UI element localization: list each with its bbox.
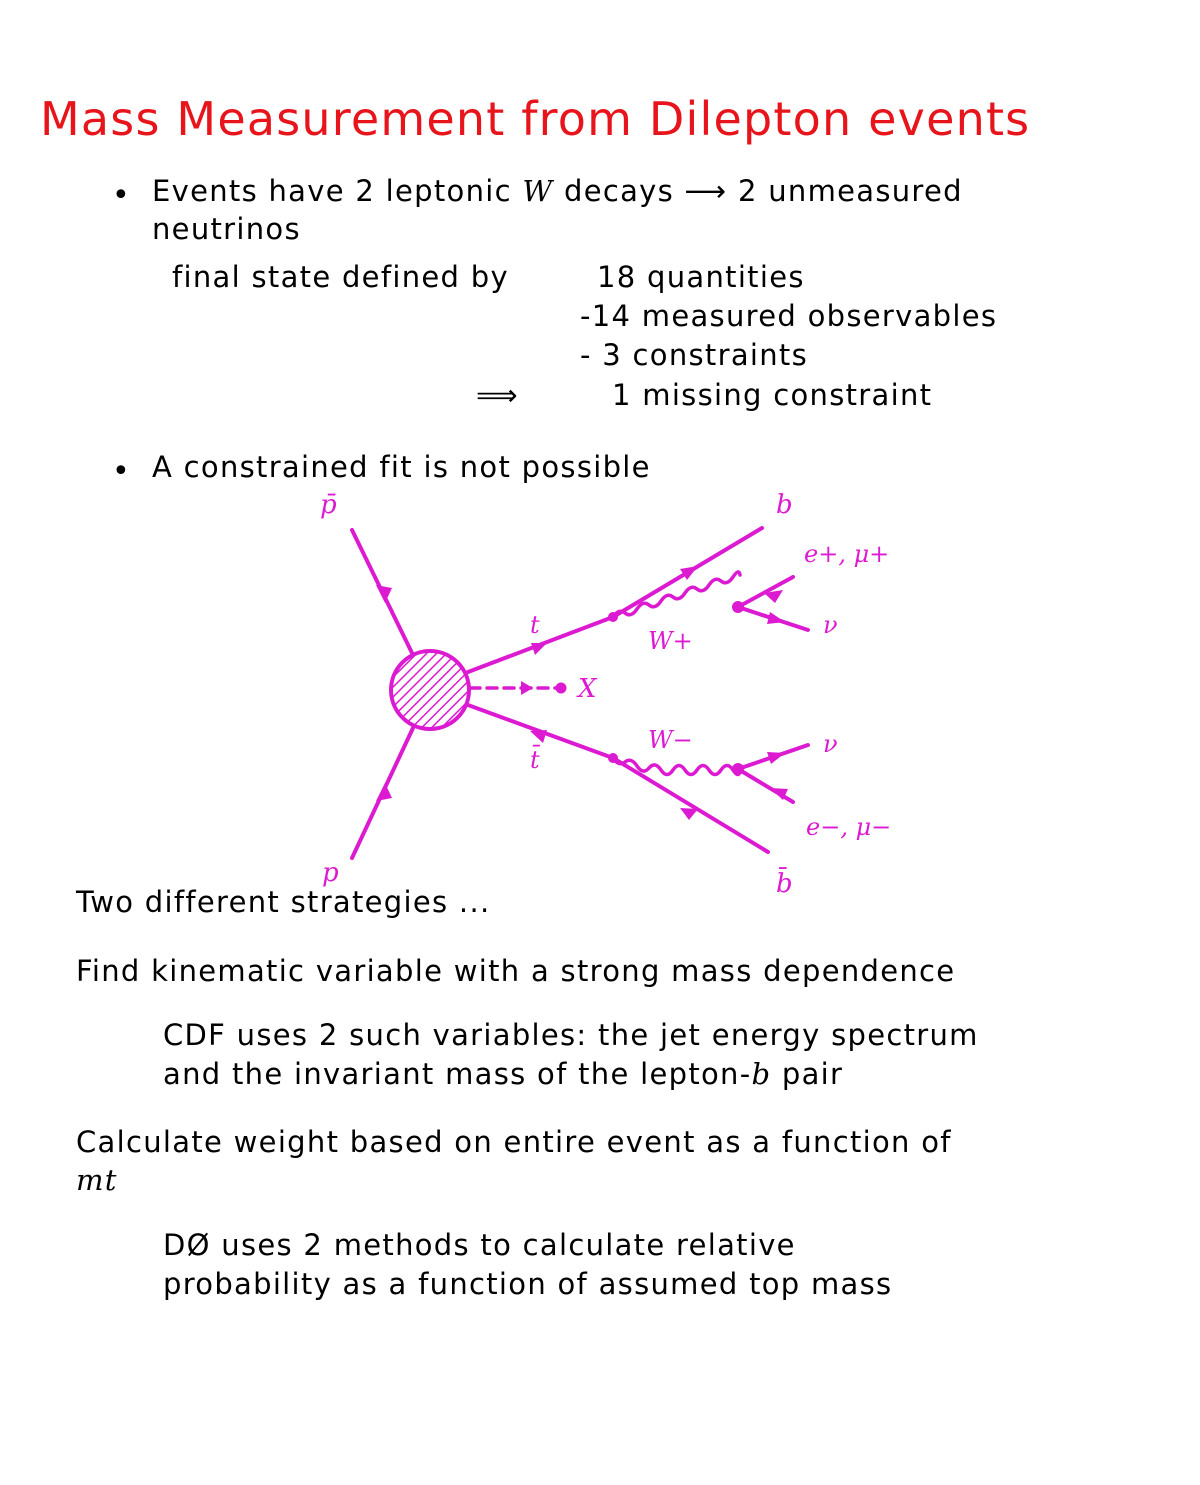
lepton-plus-line	[738, 577, 793, 607]
interaction-blob-icon	[391, 651, 469, 729]
neutrino-bottom-arrow-icon	[767, 752, 785, 764]
constraint-row-quantities: 18 quantities	[597, 260, 805, 294]
top-arrow-icon	[531, 643, 547, 655]
neutrino-top-line	[738, 607, 808, 630]
constraint-label: final state defined by	[172, 260, 509, 294]
strategies-text: Two different strategies ...	[76, 885, 491, 919]
w-plus-boson	[613, 572, 740, 617]
label-nu-bottom: ν	[823, 730, 838, 758]
wplus-vertex-icon	[732, 601, 744, 613]
antitop-arrow-icon	[530, 730, 547, 743]
top-quark-line	[468, 617, 613, 672]
bullet-dot: •	[112, 178, 130, 213]
lepton-minus-arrow-icon	[770, 788, 788, 800]
constraint-row-constraints: - 3 constraints	[580, 338, 809, 372]
label-lepton-plus: e+, μ+	[804, 540, 890, 568]
bbar-arrow-icon	[680, 808, 698, 820]
neutrino-top-arrow-icon	[767, 612, 785, 624]
page-title: Mass Measurement from Dilepton events	[40, 92, 1031, 146]
cdf-line2	[163, 1057, 843, 1091]
constraint-row-observables: -14 measured observables	[580, 299, 998, 333]
constraint-row-missing: 1 missing constraint	[612, 378, 933, 412]
cdf-line2-post: pair	[771, 1057, 844, 1091]
bullet1-text-pre: Events have 2 leptonic	[152, 174, 523, 208]
label-tbar: t̄	[530, 746, 540, 774]
label-lepton-minus: e−, μ−	[806, 813, 892, 841]
bullet1-line1	[152, 174, 963, 208]
bbar-quark-line	[613, 758, 768, 852]
w-minus-boson	[613, 758, 740, 775]
label-nu-top: ν	[823, 611, 838, 639]
bullet2-text: A constrained fit is not possible	[152, 450, 651, 484]
mt-symbol: mt	[76, 1163, 118, 1197]
p-line	[352, 728, 413, 858]
x-arrow-icon	[521, 681, 533, 695]
bullet1-text-post: decays ⟶ 2 unmeasured	[553, 174, 963, 208]
neutrino-bottom-line	[738, 745, 808, 769]
antitop-vertex-icon	[608, 753, 618, 763]
wminus-vertex-icon	[732, 763, 744, 775]
b-quark-line	[613, 528, 762, 617]
weight-heading: Calculate weight based on entire event as a function of	[76, 1125, 952, 1159]
d0-line1: DØ uses 2 methods to calculate relative	[163, 1228, 796, 1262]
label-p: p	[322, 858, 339, 888]
label-wplus: W+	[648, 627, 693, 655]
cdf-line1: CDF uses 2 such variables: the jet energy spectrum	[163, 1018, 979, 1052]
antitop-quark-line	[468, 705, 613, 758]
label-t: t	[530, 611, 540, 639]
label-bbar: b̄	[776, 869, 793, 899]
bullet-dot: •	[112, 454, 130, 489]
p-arrow-icon	[376, 783, 392, 801]
pbar-line	[352, 530, 413, 655]
x-endpoint-icon	[556, 683, 567, 694]
b-arrow-icon	[680, 566, 698, 580]
label-wminus: W−	[648, 726, 693, 754]
lepton-minus-line	[738, 769, 793, 802]
label-b: b	[776, 490, 793, 520]
d0-line2: probability as a function of assumed top mass	[163, 1267, 893, 1301]
top-vertex-icon	[608, 612, 618, 622]
bullet1-line2: neutrinos	[152, 212, 301, 246]
w-symbol: W	[522, 174, 554, 208]
label-pbar: p̄	[320, 490, 337, 520]
lepton-plus-arrow-icon	[764, 590, 783, 603]
pbar-arrow-icon	[376, 585, 392, 603]
kinematic-heading: Find kinematic variable with a strong mass dependence	[76, 954, 956, 988]
label-x: X	[578, 674, 597, 704]
cdf-line2-pre: and the invariant mass of the lepton-	[163, 1057, 752, 1091]
implies-arrow: ⟹	[476, 378, 519, 412]
b-symbol: b	[751, 1057, 772, 1091]
